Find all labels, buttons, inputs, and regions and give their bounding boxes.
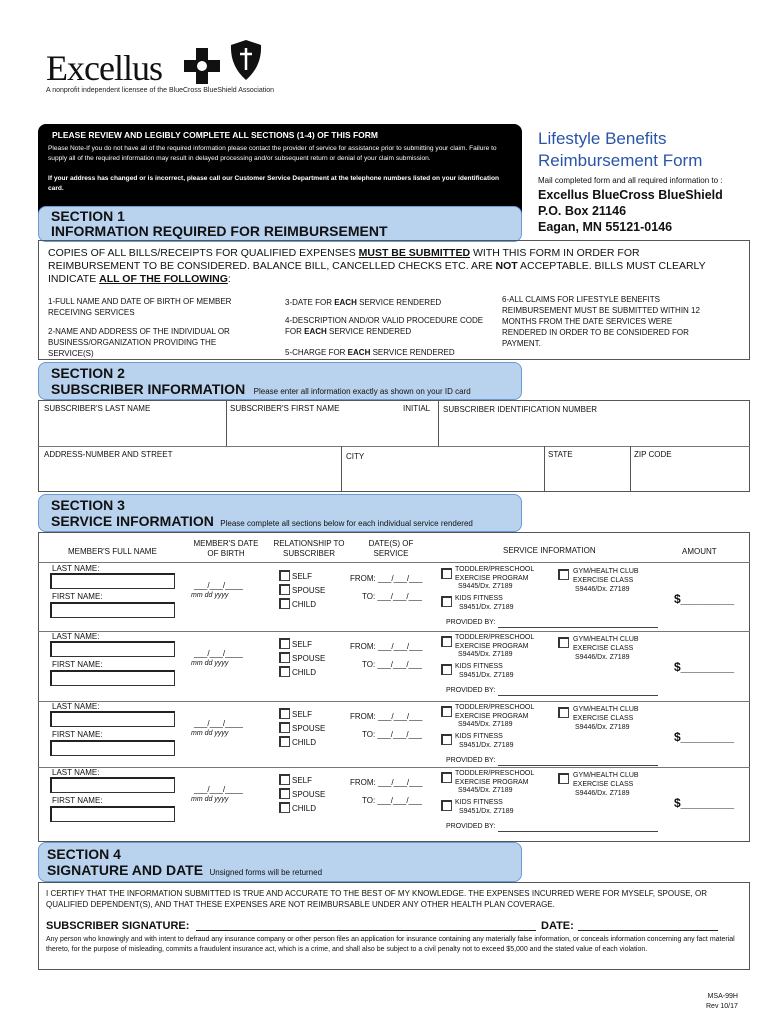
- notice-body: Please Note-If you do not have all of the required information please contact the provider of service for assistance prior to submitting your claim. Failure to supply all of the required information may result in delayed processing and/or subsequent return or denial of your claim submission.: [48, 145, 497, 162]
- kids-label: KIDS FITNESS: [455, 595, 503, 602]
- gym-code: S9446/Dx. Z7189: [575, 586, 630, 593]
- signature-line[interactable]: [196, 930, 536, 931]
- col-amount: AMOUNT: [682, 547, 717, 556]
- to-date[interactable]: [362, 730, 422, 739]
- from-date[interactable]: [350, 574, 423, 583]
- city-label: CITY: [346, 452, 365, 461]
- child-checkbox[interactable]: [279, 802, 290, 813]
- provided-by-label: PROVIDED BY:: [446, 687, 496, 694]
- excellus-logo: Excellus: [46, 48, 162, 88]
- member-first-name-field[interactable]: [50, 602, 175, 618]
- dob-field[interactable]: ___/___/____: [194, 649, 243, 658]
- provided-by-line[interactable]: [498, 695, 658, 696]
- from-date[interactable]: [350, 642, 423, 651]
- spouse-checkbox[interactable]: [279, 788, 290, 799]
- kids-checkbox[interactable]: [441, 596, 452, 607]
- subscriber-initial-label: INITIAL: [403, 404, 431, 413]
- col-service-info: SERVICE INFORMATION: [503, 546, 596, 555]
- toddler-option[interactable]: [441, 704, 452, 722]
- form-title-line1: Lifestyle Benefits: [538, 129, 667, 148]
- service-row: [38, 564, 750, 630]
- form-id: MSA-99H: [707, 993, 738, 1000]
- section2-vline-2: [438, 400, 439, 446]
- member-first-name-label: FIRST NAME:: [52, 660, 103, 669]
- req-item-6: 6-ALL CLAIMS FOR LIFESTYLE BENEFITS REIMBURSEMENT MUST BE SUBMITTED WITHIN 12 MONTHS FROM THE DATE SERVICES WERE RENDERED IN ORDER TO BE CONSIDERED FOR PAYMENT.: [502, 295, 700, 348]
- member-first-name-field[interactable]: [50, 670, 175, 686]
- to-date-blank: ___/___/___: [377, 796, 422, 805]
- to-label: TO:: [362, 730, 376, 739]
- req-item-5: 5-CHARGE FOR EACH SERVICE RENDERED: [285, 348, 455, 357]
- spouse-label: SPOUSE: [292, 586, 326, 595]
- to-date-blank: ___/___/___: [377, 592, 422, 601]
- kids-label: KIDS FITNESS: [455, 799, 503, 806]
- notice-title: PLEASE REVIEW AND LEGIBLY COMPLETE ALL SECTIONS (1-4) OF THIS FORM: [52, 130, 379, 140]
- toddler-code: S9445/Dx. Z7189: [458, 583, 513, 590]
- subscriber-last-name-label: SUBSCRIBER'S LAST NAME: [44, 404, 151, 413]
- form-rev: Rev 10/17: [706, 1003, 738, 1010]
- section4-title: SIGNATURE AND DATE: [47, 862, 204, 878]
- toddler-option[interactable]: [441, 634, 452, 652]
- req-item-4: 4-DESCRIPTION AND/OR VALID PROCEDURE CODE FOR EACH SERVICE RENDERED: [285, 316, 484, 336]
- toddler-option[interactable]: [441, 770, 452, 788]
- to-label: TO:: [362, 660, 376, 669]
- member-last-name-field[interactable]: [50, 641, 175, 657]
- req-item-3: 3-DATE FOR EACH SERVICE RENDERED: [285, 298, 442, 307]
- section4-note: Unsigned forms will be returned: [209, 868, 323, 877]
- self-label: SELF: [292, 572, 313, 581]
- mail-address: [538, 187, 723, 235]
- service-row: [38, 702, 750, 768]
- spouse-label: SPOUSE: [292, 724, 326, 733]
- from-date-blank: ___/___/___: [378, 642, 423, 651]
- self-label: SELF: [292, 710, 313, 719]
- toddler-checkbox[interactable]: [441, 568, 452, 579]
- subscriber-first-name-label: SUBSCRIBER'S FIRST NAME: [230, 404, 340, 413]
- gym-code: S9446/Dx. Z7189: [575, 724, 630, 731]
- toddler-checkbox[interactable]: [441, 636, 452, 647]
- kids-code: S9451/Dx. Z7189: [459, 808, 514, 815]
- address-label: ADDRESS-NUMBER AND STREET: [44, 450, 173, 459]
- member-last-name-label: LAST NAME:: [52, 632, 100, 641]
- address-field[interactable]: [42, 462, 338, 490]
- to-label: TO:: [362, 796, 376, 805]
- city-field[interactable]: [345, 462, 541, 490]
- section2-vline-1: [226, 400, 227, 446]
- section3-note: Please complete all sections below for each individual service rendered: [220, 519, 473, 528]
- fraud-warning: Any person who knowingly and with intent to defraud any insurance company or other person files an application for insurance containing any materially false information, or conceals information concerning any fact material thereto, for the purpose of misleading, commits a fraudulent insurance act, which is a crime, and shall also be subject to a civil penalty not to exceed $5,000 and the stated value of each violation.: [46, 936, 735, 953]
- from-label: FROM:: [350, 778, 376, 787]
- section3-header-divider: [38, 562, 750, 563]
- section3-header: [38, 494, 522, 532]
- section1-number: SECTION 1: [51, 208, 125, 224]
- form-title: [538, 128, 702, 172]
- kids-checkbox[interactable]: [441, 664, 452, 675]
- form-title-line2: Reimbursement Form: [538, 151, 703, 170]
- kids-option[interactable]: [441, 594, 452, 612]
- amount-field[interactable]: $________: [674, 796, 735, 810]
- toddler-checkbox[interactable]: [441, 706, 452, 717]
- amount-field[interactable]: $________: [674, 730, 735, 744]
- req-item-2: 2-NAME AND ADDRESS OF THE INDIVIDUAL OR BUSINESS/ORGANIZATION PROVIDING THE SERVICE(S): [48, 327, 230, 358]
- dob-field[interactable]: ___/___/____: [194, 785, 243, 794]
- state-label: STATE: [548, 450, 573, 459]
- from-date-blank: ___/___/___: [378, 574, 423, 583]
- section2-vline-3: [341, 446, 342, 492]
- to-date-blank: ___/___/___: [377, 660, 422, 669]
- section2-vline-5: [630, 446, 631, 492]
- member-last-name-label: LAST NAME:: [52, 768, 100, 777]
- gym-checkbox[interactable]: [558, 773, 569, 784]
- col-member-name: MEMBER'S FULL NAME: [68, 547, 157, 556]
- member-last-name-field[interactable]: [50, 711, 175, 727]
- kids-code: S9451/Dx. Z7189: [459, 672, 514, 679]
- col-relationship: RELATIONSHIP TO SUBSCRIBER: [273, 539, 345, 558]
- self-label: SELF: [292, 640, 313, 649]
- to-date[interactable]: [362, 796, 422, 805]
- child-checkbox[interactable]: [279, 598, 290, 609]
- child-label: CHILD: [292, 738, 317, 747]
- gym-option[interactable]: [558, 567, 569, 585]
- member-last-name-label: LAST NAME:: [52, 702, 100, 711]
- section4-header: [38, 842, 522, 882]
- kids-option[interactable]: [441, 732, 452, 750]
- provided-by-line[interactable]: [498, 765, 658, 766]
- spouse-label: SPOUSE: [292, 790, 326, 799]
- kids-label: KIDS FITNESS: [455, 663, 503, 670]
- self-checkbox[interactable]: [279, 638, 290, 649]
- subscriber-id-field[interactable]: [443, 415, 743, 444]
- col-dates: DATE(S) OF SERVICE: [368, 539, 414, 558]
- bluecross-icon: [182, 46, 222, 86]
- dob-hint: mm dd yyyy: [191, 730, 229, 737]
- self-checkbox[interactable]: [279, 774, 290, 785]
- gym-option[interactable]: [558, 705, 569, 723]
- kids-code: S9451/Dx. Z7189: [459, 742, 514, 749]
- subscriber-last-name-field[interactable]: [42, 414, 222, 444]
- service-row: [38, 632, 750, 698]
- toddler-label: TODDLER/PRESCHOOL EXERCISE PROGRAM: [455, 566, 534, 582]
- provided-by-label: PROVIDED BY:: [446, 757, 496, 764]
- child-checkbox[interactable]: [279, 736, 290, 747]
- member-first-name-label: FIRST NAME:: [52, 730, 103, 739]
- child-label: CHILD: [292, 668, 317, 677]
- gym-code: S9446/Dx. Z7189: [575, 790, 630, 797]
- kids-option[interactable]: [441, 662, 452, 680]
- licensee-text: A nonprofit independent licensee of the BlueCross BlueShield Association: [46, 87, 275, 94]
- to-date-blank: ___/___/___: [377, 730, 422, 739]
- signature-label: SUBSCRIBER SIGNATURE:: [46, 920, 190, 932]
- section3-number: SECTION 3: [51, 497, 125, 513]
- blueshield-icon: [228, 38, 264, 82]
- gym-code: S9446/Dx. Z7189: [575, 654, 630, 661]
- dob-hint: mm dd yyyy: [191, 592, 229, 599]
- toddler-label: TODDLER/PRESCHOOL EXERCISE PROGRAM: [455, 770, 534, 786]
- gym-checkbox[interactable]: [558, 569, 569, 580]
- dob-field[interactable]: ___/___/____: [194, 719, 243, 728]
- kids-label: KIDS FITNESS: [455, 733, 503, 740]
- member-first-name-field[interactable]: [50, 806, 175, 822]
- subscriber-initial-field[interactable]: [403, 414, 436, 444]
- amount-field[interactable]: $________: [674, 660, 735, 674]
- signature-date-line[interactable]: [578, 930, 718, 931]
- member-first-name-label: FIRST NAME:: [52, 592, 103, 601]
- state-field[interactable]: [548, 462, 626, 490]
- service-row: [38, 768, 750, 834]
- certification-text: I CERTIFY THAT THE INFORMATION SUBMITTED IS TRUE AND ACCURATE TO THE BEST OF MY KNOWLEDGE. THE EXPENSES INCURRED WERE FOR MYSELF, SPOUSE, OR QUALIFIED DEPENDENT(S), AND THAT THESE EXPENSES ARE NOT REIMBURSABLE UNDER ANY OTHER HEALTH PLAN COVERAGE.: [46, 889, 707, 909]
- to-label: TO:: [362, 592, 376, 601]
- address-change-note: If your address has changed or is incorrect, please call our Customer Service Department at the telephone numbers listed on your identification card.: [48, 175, 500, 192]
- form-revision: [706, 992, 738, 1012]
- member-first-name-label: FIRST NAME:: [52, 796, 103, 805]
- date-label: DATE:: [541, 920, 574, 932]
- kids-checkbox[interactable]: [441, 800, 452, 811]
- amount-field[interactable]: $________: [674, 592, 735, 606]
- gym-option[interactable]: [558, 771, 569, 789]
- from-date-blank: ___/___/___: [378, 778, 423, 787]
- child-label: CHILD: [292, 804, 317, 813]
- section2-vline-4: [544, 446, 545, 492]
- toddler-code: S9445/Dx. Z7189: [458, 787, 513, 794]
- mail-address-line1: Excellus BlueCross BlueShield: [538, 188, 723, 202]
- from-label: FROM:: [350, 574, 376, 583]
- to-date[interactable]: [362, 592, 422, 601]
- dob-field[interactable]: ___/___/____: [194, 581, 243, 590]
- member-last-name-field[interactable]: [50, 777, 175, 793]
- section1-intro: COPIES OF ALL BILLS/RECEIPTS FOR QUALIFIED EXPENSES MUST BE SUBMITTED WITH THIS FORM IN ORDER FOR REIMBURSEMENT TO BE CONSIDERED. BALANCE BILL, CANCELLED CHECKS ETC. ARE NOT ACCEPTABLE. BILLS MUST CLEARLY INDICATE ALL OF THE FOLLOWING:: [48, 247, 706, 285]
- section4-number: SECTION 4: [47, 846, 121, 862]
- provided-by-line[interactable]: [498, 831, 658, 832]
- from-date[interactable]: [350, 778, 423, 787]
- child-label: CHILD: [292, 600, 317, 609]
- zip-label: ZIP CODE: [634, 450, 672, 459]
- mail-instruction: Mail completed form and all required information to :: [538, 176, 723, 185]
- gym-label: GYM/HEALTH CLUB EXERCISE CLASS: [573, 636, 639, 652]
- self-checkbox[interactable]: [279, 708, 290, 719]
- spouse-label: SPOUSE: [292, 654, 326, 663]
- section1-title: INFORMATION REQUIRED FOR REIMBURSEMENT: [51, 223, 388, 239]
- child-checkbox[interactable]: [279, 666, 290, 677]
- subscriber-id-label: SUBSCRIBER IDENTIFICATION NUMBER: [443, 405, 598, 414]
- gym-option[interactable]: [558, 635, 569, 653]
- toddler-label: TODDLER/PRESCHOOL EXERCISE PROGRAM: [455, 704, 534, 720]
- from-label: FROM:: [350, 712, 376, 721]
- section2-divider: [38, 446, 750, 447]
- section2-header: [38, 362, 522, 400]
- dob-hint: mm dd yyyy: [191, 796, 229, 803]
- toddler-code: S9445/Dx. Z7189: [458, 721, 513, 728]
- zip-field[interactable]: [634, 462, 746, 490]
- spouse-checkbox[interactable]: [279, 652, 290, 663]
- gym-checkbox[interactable]: [558, 637, 569, 648]
- relationship-child[interactable]: [279, 800, 316, 818]
- from-date[interactable]: [350, 712, 423, 721]
- self-checkbox[interactable]: [279, 570, 290, 581]
- kids-code: S9451/Dx. Z7189: [459, 604, 514, 611]
- toddler-checkbox[interactable]: [441, 772, 452, 783]
- mail-address-line3: Eagan, MN 55121-0146: [538, 220, 673, 234]
- self-label: SELF: [292, 776, 313, 785]
- toddler-option[interactable]: [441, 566, 452, 584]
- from-label: FROM:: [350, 642, 376, 651]
- gym-label: GYM/HEALTH CLUB EXERCISE CLASS: [573, 706, 639, 722]
- section2-note: Please enter all information exactly as shown on your ID card: [253, 387, 471, 396]
- toddler-code: S9445/Dx. Z7189: [458, 651, 513, 658]
- gym-label: GYM/HEALTH CLUB EXERCISE CLASS: [573, 568, 639, 584]
- provided-by-label: PROVIDED BY:: [446, 619, 496, 626]
- from-date-blank: ___/___/___: [378, 712, 423, 721]
- toddler-label: TODDLER/PRESCHOOL EXERCISE PROGRAM: [455, 634, 534, 650]
- spouse-checkbox[interactable]: [279, 722, 290, 733]
- gym-label: GYM/HEALTH CLUB EXERCISE CLASS: [573, 772, 639, 788]
- relationship-child[interactable]: [279, 664, 316, 682]
- col-dob: MEMBER'S DATE OF BIRTH: [193, 539, 259, 558]
- section2-title: SUBSCRIBER INFORMATION: [51, 381, 246, 397]
- section1-header: [38, 206, 522, 242]
- relationship-child[interactable]: [279, 596, 316, 614]
- section3-title: SERVICE INFORMATION: [51, 513, 214, 529]
- to-date[interactable]: [362, 660, 422, 669]
- section2-number: SECTION 2: [51, 365, 125, 381]
- provided-by-line[interactable]: [498, 627, 658, 628]
- member-last-name-field[interactable]: [50, 573, 175, 589]
- subscriber-first-name-field[interactable]: [230, 414, 400, 444]
- member-last-name-label: LAST NAME:: [52, 564, 100, 573]
- mail-address-line2: P.O. Box 21146: [538, 204, 627, 218]
- spouse-checkbox[interactable]: [279, 584, 290, 595]
- gym-checkbox[interactable]: [558, 707, 569, 718]
- dob-hint: mm dd yyyy: [191, 660, 229, 667]
- provided-by-label: PROVIDED BY:: [446, 823, 496, 830]
- req-item-1: 1-FULL NAME AND DATE OF BIRTH OF MEMBER RECEIVING SERVICES: [48, 297, 232, 317]
- relationship-child[interactable]: [279, 734, 316, 752]
- member-first-name-field[interactable]: [50, 740, 175, 756]
- kids-checkbox[interactable]: [441, 734, 452, 745]
- kids-option[interactable]: [441, 798, 452, 816]
